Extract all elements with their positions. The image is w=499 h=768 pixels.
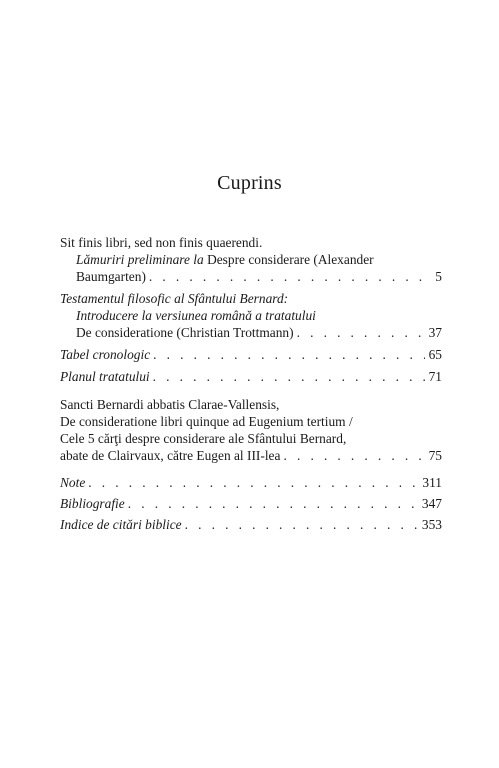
toc-entry-4-title: Planul tratatului bbox=[60, 369, 150, 384]
toc-entry-2-line-1: Testamentul filosofic al Sfântului Bernard: bbox=[60, 291, 289, 306]
toc-entry-1-page: 5 bbox=[435, 269, 442, 284]
toc-entry-8-page: 353 bbox=[421, 517, 442, 532]
dot-leader bbox=[185, 516, 418, 533]
toc-entry-7-title: Bibliografie bbox=[60, 496, 125, 511]
toc-entry-7[interactable] bbox=[60, 495, 442, 512]
dot-leader bbox=[128, 495, 418, 512]
toc-entry-5-line-1: Sancti Bernardi abbatis Clarae-Vallensis, bbox=[60, 397, 280, 412]
toc-entry-6-page: 311 bbox=[422, 475, 442, 490]
toc-entry-2-page: 37 bbox=[428, 325, 442, 340]
toc-entry-8[interactable] bbox=[60, 516, 442, 533]
toc-entry-6-title: Note bbox=[60, 475, 86, 490]
toc-entry-5-line-2: De consideratione libri quinque ad Eugenium tertium / bbox=[60, 414, 353, 429]
toc-entry-1-italic-title: Lămuriri preliminare la bbox=[76, 252, 204, 267]
toc-entry-3[interactable] bbox=[60, 346, 442, 363]
dot-leader bbox=[88, 474, 418, 491]
toc-entry-8-title: Indice de citări biblice bbox=[60, 517, 182, 532]
toc-entry-1-subtitle: Despre considerare (Alexander bbox=[203, 252, 374, 267]
toc-entry-5-title: abate de Clairvaux, către Eugen al III-lea bbox=[60, 448, 281, 463]
toc-entry-2-line-2: Introducere la versiunea română a tratatului bbox=[76, 308, 316, 323]
toc-entry-7-page: 347 bbox=[421, 496, 442, 511]
dot-leader bbox=[153, 368, 425, 385]
toc-entry-2-title: De consideratione (Christian Trottmann) bbox=[76, 325, 294, 340]
dot-leader bbox=[149, 268, 431, 285]
toc-entry-1-line-3[interactable] bbox=[76, 268, 442, 285]
toc-entry-4-page: 71 bbox=[428, 369, 442, 384]
toc-entry-3-page: 65 bbox=[428, 347, 442, 362]
toc-entry-1-author: Baumgarten) bbox=[76, 269, 146, 284]
toc-entry-5-line-3: Cele 5 cărţi despre considerare ale Sfântului Bernard, bbox=[60, 431, 347, 446]
toc-entry-4[interactable] bbox=[60, 368, 442, 385]
dot-leader bbox=[297, 324, 425, 341]
toc-entry-6[interactable] bbox=[60, 474, 442, 491]
dot-leader bbox=[283, 447, 424, 464]
toc-entry-5-page: 75 bbox=[428, 448, 442, 463]
toc-entry-3-title: Tabel cronologic bbox=[60, 347, 151, 362]
dot-leader bbox=[153, 346, 424, 363]
toc-entry-2-line-3[interactable] bbox=[76, 324, 442, 341]
page-title: Cuprins bbox=[217, 172, 282, 194]
toc-entry-1-line-2 bbox=[76, 251, 442, 268]
toc-entry-5-line-4[interactable] bbox=[60, 447, 442, 464]
toc-entry-1-line-1: Sit finis libri, sed non finis quaerendi. bbox=[60, 235, 263, 250]
